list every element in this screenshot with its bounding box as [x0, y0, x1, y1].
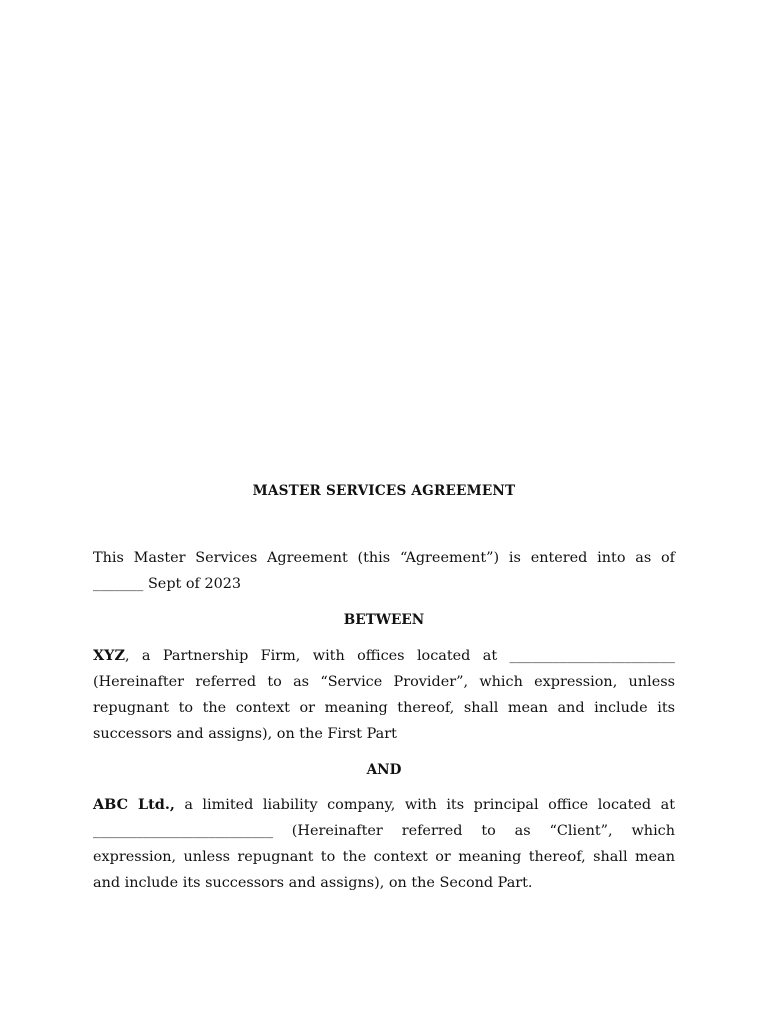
party-one-name: XYZ [93, 647, 125, 665]
party-two-name: ABC Ltd., [93, 796, 175, 814]
party-two-text: a limited liability company, with its principal office located at [174, 797, 675, 814]
intro-date-text: Sept of 2023 [143, 575, 242, 592]
and-heading: AND [366, 761, 402, 778]
party-one-text: , a Partnership Firm, with offices located at [124, 648, 510, 665]
party-two-address-blank: _________________________ [93, 823, 273, 840]
document-title: MASTER SERVICES AGREEMENT [252, 483, 516, 499]
party-one-paragraph [93, 643, 675, 747]
party-one-description: (Hereinafter referred to as “Service Provider”, which expression, unless repugnant to the context or meaning thereof, shall mean and include its successors and assigns), on the First Part [93, 674, 675, 742]
intro-paragraph [93, 546, 675, 598]
between-heading: BETWEEN [343, 611, 425, 628]
party-two-description: (Hereinafter referred to as “Client”, which expression, unless repugnant to the context or meaning thereof, shall mean and include its successors and assigns), on the Second Part. [93, 823, 675, 891]
party-one-address-blank: _______________________ [509, 648, 675, 665]
party-two-paragraph [93, 792, 675, 896]
date-blank: _______ [93, 575, 144, 592]
intro-text: This Master Services Agreement (this “Agreement”) is entered into as of [93, 550, 675, 566]
document-body [93, 481, 675, 897]
